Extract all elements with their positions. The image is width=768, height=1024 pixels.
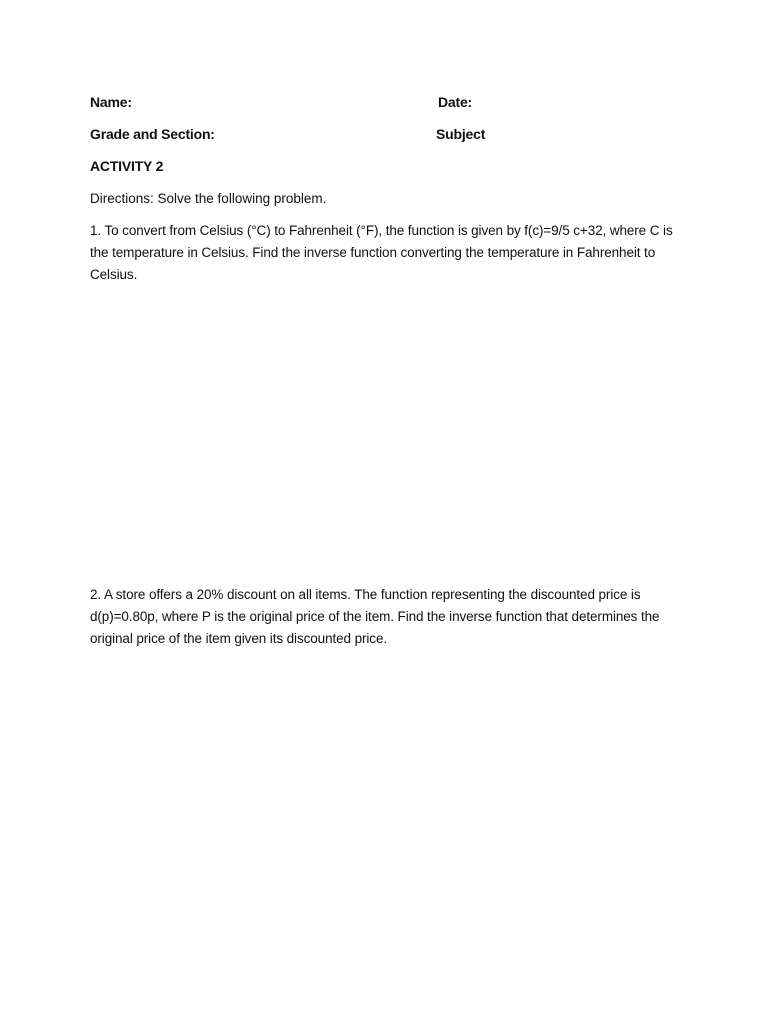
name-label: Name: [90, 94, 132, 110]
directions-text: Directions: Solve the following problem. [90, 191, 327, 206]
problem-1-text: 1. To convert from Celsius (°C) to Fahrenheit (°F), the function is given by f(c)=9/5 c+32, where C is the temperature in Celsius. Find the inverse function converting the temperature in Fahrenheit to Celsius. [90, 223, 673, 282]
header-row-name-date [90, 92, 690, 114]
header-row-grade-subject [90, 124, 690, 146]
problem-2-text: 2. A store offers a 20% discount on all items. The function representing the discounted price is d(p)=0.80p, where P is the original price of the item. Find the inverse function that determines the original price of the item given its discounted price. [90, 587, 660, 646]
subject-label: Subject [436, 126, 486, 142]
grade-section-label: Grade and Section: [90, 126, 215, 142]
activity-title: ACTIVITY 2 [90, 158, 164, 174]
date-label: Date: [438, 94, 473, 110]
